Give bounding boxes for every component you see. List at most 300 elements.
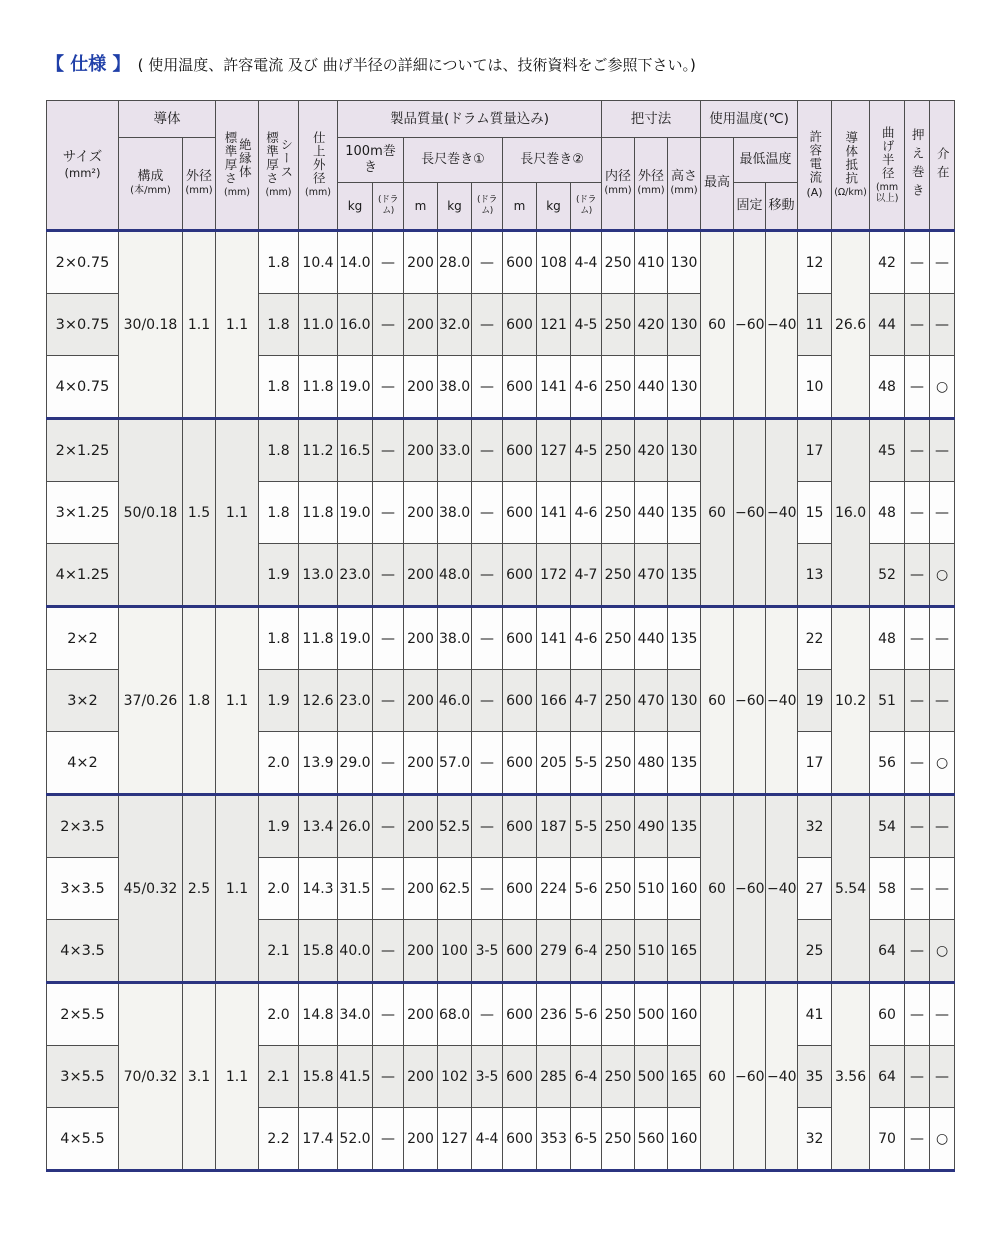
cell-long2-drum: 6-4: [571, 1046, 602, 1108]
cell-long2-kg: 141: [537, 356, 571, 419]
cell-long1-kg: 46.0: [438, 670, 472, 732]
cell-long2-kg: 141: [537, 482, 571, 544]
cell-long2-drum: 5-6: [571, 983, 602, 1046]
cell-bend-radius: 64: [870, 1046, 905, 1108]
cell-grip-id: 250: [602, 983, 635, 1046]
cell-long1-kg: 33.0: [438, 419, 472, 482]
cell-interposition: —: [930, 607, 955, 670]
cell-long2-m: 600: [503, 419, 537, 482]
cell-interposition: —: [930, 482, 955, 544]
cell-allowable-current: 11: [798, 294, 832, 356]
cell-long2-drum: 4-7: [571, 544, 602, 607]
cell-long1-drum: —: [472, 795, 503, 858]
cell-allowable-current: 19: [798, 670, 832, 732]
col-group-conductor: 導体: [119, 101, 216, 138]
cell-long1-m: 200: [404, 858, 438, 920]
cell-grip-od: 470: [635, 544, 668, 607]
cell-grip-od: 500: [635, 1046, 668, 1108]
cell-sheath: 1.8: [259, 294, 299, 356]
cell-long2-m: 600: [503, 1046, 537, 1108]
cell-bend-radius: 56: [870, 732, 905, 795]
cell-finished-od: 13.0: [299, 544, 338, 607]
cell-long2-drum: 4-7: [571, 670, 602, 732]
cell-bend-radius: 70: [870, 1108, 905, 1171]
cell-long1-drum: —: [472, 419, 503, 482]
cell-size: 2×3.5: [47, 795, 119, 858]
cell-long2-m: 600: [503, 231, 537, 294]
page-title: [46, 50, 995, 76]
cell-interposition: —: [930, 419, 955, 482]
cell-bend-radius: 44: [870, 294, 905, 356]
cell-grip-od: 420: [635, 419, 668, 482]
cell-grip-id: 250: [602, 544, 635, 607]
cell-composition: 37/0.26: [119, 607, 183, 795]
cell-temp-max: 60: [701, 795, 734, 983]
cell-long2-m: 600: [503, 670, 537, 732]
cell-long1-drum: —: [472, 294, 503, 356]
cell-long1-kg: 52.5: [438, 795, 472, 858]
cell-long2-kg: 224: [537, 858, 571, 920]
cell-grip-id: 250: [602, 419, 635, 482]
cell-presser-winding: —: [905, 356, 930, 419]
cell-w100-drum: —: [373, 795, 404, 858]
cell-long2-kg: 108: [537, 231, 571, 294]
cell-long2-m: 600: [503, 607, 537, 670]
cell-presser-winding: —: [905, 1046, 930, 1108]
cell-interposition: ○: [930, 356, 955, 419]
cell-long2-m: 600: [503, 858, 537, 920]
cell-interposition: —: [930, 858, 955, 920]
cell-long1-drum: —: [472, 607, 503, 670]
cell-size: 3×5.5: [47, 1046, 119, 1108]
spec-table-body: [47, 231, 955, 1171]
col-header-100m-drum: (ドラム): [373, 183, 404, 231]
cell-long1-m: 200: [404, 544, 438, 607]
cell-long2-drum: 4-5: [571, 419, 602, 482]
cell-size: 3×1.25: [47, 482, 119, 544]
cell-w100-kg: 26.0: [338, 795, 373, 858]
cell-finished-od: 11.8: [299, 482, 338, 544]
cell-finished-od: 10.4: [299, 231, 338, 294]
cell-sheath: 2.1: [259, 920, 299, 983]
col-header-long1-m: m: [404, 183, 438, 231]
cell-finished-od: 12.6: [299, 670, 338, 732]
cell-long1-m: 200: [404, 482, 438, 544]
cell-size: 4×1.25: [47, 544, 119, 607]
cell-grip-h: 135: [668, 607, 701, 670]
cell-finished-od: 15.8: [299, 920, 338, 983]
cell-size: 4×2: [47, 732, 119, 795]
cell-long1-m: 200: [404, 920, 438, 983]
cell-w100-drum: —: [373, 294, 404, 356]
cell-long1-drum: —: [472, 983, 503, 1046]
col-header-sheath-thickness: シース 標準厚さ (mm): [259, 101, 299, 231]
cell-long1-m: 200: [404, 356, 438, 419]
table-row: [47, 795, 955, 858]
cell-w100-drum: —: [373, 544, 404, 607]
cell-temp-fixed: −60: [734, 983, 766, 1171]
cell-grip-id: 250: [602, 670, 635, 732]
cell-grip-id: 250: [602, 231, 635, 294]
cell-sheath: 1.9: [259, 795, 299, 858]
cell-temp-moving: −40: [766, 419, 798, 607]
cell-grip-od: 510: [635, 920, 668, 983]
col-header-long1-drum: (ドラム): [472, 183, 503, 231]
cell-grip-id: 250: [602, 920, 635, 983]
cell-size: 4×3.5: [47, 920, 119, 983]
cell-long1-kg: 38.0: [438, 356, 472, 419]
cell-bend-radius: 42: [870, 231, 905, 294]
cell-long1-m: 200: [404, 419, 438, 482]
cell-w100-drum: —: [373, 858, 404, 920]
cell-composition: 45/0.32: [119, 795, 183, 983]
cell-grip-id: 250: [602, 607, 635, 670]
cell-long2-kg: 285: [537, 1046, 571, 1108]
cell-long2-kg: 172: [537, 544, 571, 607]
cell-long2-drum: 4-6: [571, 356, 602, 419]
cell-grip-id: 250: [602, 1108, 635, 1171]
cell-sheath: 1.8: [259, 419, 299, 482]
cell-composition: 70/0.32: [119, 983, 183, 1171]
spec-heading: 【 仕様 】: [46, 54, 131, 75]
cell-w100-drum: —: [373, 1108, 404, 1171]
cell-long2-m: 600: [503, 920, 537, 983]
cell-size: 4×5.5: [47, 1108, 119, 1171]
cell-long2-m: 600: [503, 983, 537, 1046]
cell-temp-fixed: −60: [734, 419, 766, 607]
cell-allowable-current: 15: [798, 482, 832, 544]
cell-long2-kg: 279: [537, 920, 571, 983]
cell-allowable-current: 32: [798, 795, 832, 858]
cell-temp-max: 60: [701, 419, 734, 607]
cell-temp-moving: −40: [766, 607, 798, 795]
cell-conductor-resistance: 10.2: [832, 607, 870, 795]
cell-presser-winding: —: [905, 544, 930, 607]
cell-long1-kg: 38.0: [438, 607, 472, 670]
cell-composition: 50/0.18: [119, 419, 183, 607]
cell-w100-kg: 16.5: [338, 419, 373, 482]
cell-finished-od: 11.8: [299, 356, 338, 419]
cell-bend-radius: 64: [870, 920, 905, 983]
cell-temp-max: 60: [701, 983, 734, 1171]
cell-finished-od: 14.3: [299, 858, 338, 920]
cell-interposition: ○: [930, 732, 955, 795]
cell-grip-id: 250: [602, 795, 635, 858]
cell-long2-drum: 4-6: [571, 482, 602, 544]
col-header-finished-od: 仕上外径 (mm): [299, 101, 338, 231]
cell-insulation-thickness: 1.1: [216, 795, 259, 983]
cell-size: 2×2: [47, 607, 119, 670]
cell-presser-winding: —: [905, 983, 930, 1046]
cell-grip-h: 135: [668, 795, 701, 858]
cell-long1-kg: 102: [438, 1046, 472, 1108]
cell-grip-od: 440: [635, 607, 668, 670]
col-header-interposition: 介在: [930, 101, 955, 231]
cell-allowable-current: 17: [798, 732, 832, 795]
cell-w100-drum: —: [373, 1046, 404, 1108]
cell-grip-od: 470: [635, 670, 668, 732]
cell-finished-od: 17.4: [299, 1108, 338, 1171]
cell-interposition: —: [930, 983, 955, 1046]
cell-long1-kg: 38.0: [438, 482, 472, 544]
cell-w100-kg: 16.0: [338, 294, 373, 356]
cell-sheath: 1.8: [259, 482, 299, 544]
col-header-size: サイズ (mm²): [47, 101, 119, 231]
spec-table-header: [47, 101, 955, 231]
cell-w100-kg: 40.0: [338, 920, 373, 983]
cell-w100-kg: 14.0: [338, 231, 373, 294]
cell-size: 4×0.75: [47, 356, 119, 419]
cell-grip-h: 130: [668, 670, 701, 732]
cell-long1-kg: 48.0: [438, 544, 472, 607]
cell-sheath: 2.2: [259, 1108, 299, 1171]
cell-finished-od: 14.8: [299, 983, 338, 1046]
cell-allowable-current: 12: [798, 231, 832, 294]
cell-long1-m: 200: [404, 294, 438, 356]
cell-presser-winding: —: [905, 294, 930, 356]
cell-size: 2×0.75: [47, 231, 119, 294]
table-row: [47, 419, 955, 482]
cell-bend-radius: 54: [870, 795, 905, 858]
cell-allowable-current: 17: [798, 419, 832, 482]
cell-w100-drum: —: [373, 983, 404, 1046]
col-header-allowable-current: 許容電流 (A): [798, 101, 832, 231]
cell-grip-h: 165: [668, 920, 701, 983]
cell-grip-od: 410: [635, 231, 668, 294]
cell-w100-kg: 19.0: [338, 356, 373, 419]
cell-w100-kg: 52.0: [338, 1108, 373, 1171]
cell-conductor-od: 1.8: [183, 607, 216, 795]
cell-sheath: 2.0: [259, 983, 299, 1046]
cell-grip-od: 490: [635, 795, 668, 858]
col-group-temp-min: 最低温度: [734, 138, 798, 183]
cell-long2-kg: 141: [537, 607, 571, 670]
cell-long2-kg: 127: [537, 419, 571, 482]
cell-finished-od: 13.9: [299, 732, 338, 795]
cell-long1-kg: 68.0: [438, 983, 472, 1046]
cell-long2-drum: 6-4: [571, 920, 602, 983]
cell-long2-m: 600: [503, 732, 537, 795]
col-header-temp-moving: 移動: [766, 183, 798, 231]
cell-interposition: —: [930, 231, 955, 294]
col-group-product-weight: 製品質量(ドラム質量込み): [338, 101, 602, 138]
col-header-grip-od: 外径 (mm): [635, 138, 668, 231]
cell-grip-h: 135: [668, 732, 701, 795]
cell-long1-kg: 127: [438, 1108, 472, 1171]
col-header-grip-id: 内径 (mm): [602, 138, 635, 231]
cell-long2-drum: 6-5: [571, 1108, 602, 1171]
cell-long1-kg: 32.0: [438, 294, 472, 356]
cell-long2-kg: 187: [537, 795, 571, 858]
col-header-conductor-od: 外径 (mm): [183, 138, 216, 231]
cell-w100-drum: —: [373, 920, 404, 983]
cell-temp-fixed: −60: [734, 795, 766, 983]
cell-long1-drum: —: [472, 544, 503, 607]
col-header-long2-m: m: [503, 183, 537, 231]
cell-temp-max: 60: [701, 607, 734, 795]
cell-size: 2×1.25: [47, 419, 119, 482]
cell-long1-drum: —: [472, 732, 503, 795]
cell-sheath: 1.9: [259, 670, 299, 732]
cell-long2-drum: 5-5: [571, 795, 602, 858]
col-group-grip-dimensions: 把寸法: [602, 101, 701, 138]
cell-grip-id: 250: [602, 732, 635, 795]
cell-grip-od: 440: [635, 482, 668, 544]
cell-long2-m: 600: [503, 482, 537, 544]
cell-insulation-thickness: 1.1: [216, 983, 259, 1171]
cell-conductor-od: 1.1: [183, 231, 216, 419]
cell-conductor-od: 3.1: [183, 983, 216, 1171]
cell-sheath: 2.0: [259, 732, 299, 795]
cell-grip-h: 130: [668, 419, 701, 482]
cell-presser-winding: —: [905, 670, 930, 732]
col-group-operating-temp: 使用温度(℃): [701, 101, 798, 138]
cell-w100-drum: —: [373, 670, 404, 732]
cell-long2-drum: 5-6: [571, 858, 602, 920]
cell-long1-m: 200: [404, 1046, 438, 1108]
cell-w100-drum: —: [373, 231, 404, 294]
cell-conductor-resistance: 3.56: [832, 983, 870, 1171]
cell-long1-m: 200: [404, 607, 438, 670]
cell-w100-drum: —: [373, 419, 404, 482]
col-group-long-winding-1: 長尺巻き①: [404, 138, 503, 183]
cell-presser-winding: —: [905, 920, 930, 983]
cell-long2-m: 600: [503, 356, 537, 419]
cell-temp-moving: −40: [766, 231, 798, 419]
col-header-long2-drum: (ドラム): [571, 183, 602, 231]
cell-bend-radius: 48: [870, 607, 905, 670]
cell-sheath: 1.9: [259, 544, 299, 607]
cell-presser-winding: —: [905, 482, 930, 544]
cell-long1-m: 200: [404, 795, 438, 858]
cell-long1-kg: 57.0: [438, 732, 472, 795]
col-header-100m-kg: kg: [338, 183, 373, 231]
cell-long1-m: 200: [404, 1108, 438, 1171]
cell-long1-drum: —: [472, 670, 503, 732]
cell-grip-od: 440: [635, 356, 668, 419]
cell-long2-kg: 121: [537, 294, 571, 356]
spec-heading-note: ( 使用温度、許容電流 及び 曲げ半径の詳細については、技術資料をご参照下さい。): [137, 56, 696, 74]
cell-insulation-thickness: 1.1: [216, 231, 259, 419]
cell-long2-drum: 5-5: [571, 732, 602, 795]
cell-grip-id: 250: [602, 356, 635, 419]
cell-finished-od: 11.2: [299, 419, 338, 482]
cell-long1-drum: 3-5: [472, 1046, 503, 1108]
cell-long2-drum: 4-5: [571, 294, 602, 356]
cell-sheath: 1.8: [259, 356, 299, 419]
col-header-long2-kg: kg: [537, 183, 571, 231]
cell-size: 2×5.5: [47, 983, 119, 1046]
cell-conductor-resistance: 26.6: [832, 231, 870, 419]
spec-table: [46, 100, 955, 1172]
cell-allowable-current: 13: [798, 544, 832, 607]
col-header-presser-winding: 押え巻き: [905, 101, 930, 231]
cell-interposition: —: [930, 795, 955, 858]
cell-allowable-current: 35: [798, 1046, 832, 1108]
cell-grip-id: 250: [602, 294, 635, 356]
cell-allowable-current: 27: [798, 858, 832, 920]
cell-insulation-thickness: 1.1: [216, 607, 259, 795]
cell-finished-od: 15.8: [299, 1046, 338, 1108]
table-row: [47, 607, 955, 670]
cell-finished-od: 13.4: [299, 795, 338, 858]
cell-long1-drum: 4-4: [472, 1108, 503, 1171]
cell-interposition: —: [930, 1046, 955, 1108]
cell-long1-m: 200: [404, 732, 438, 795]
cell-sheath: 2.0: [259, 858, 299, 920]
cell-grip-id: 250: [602, 858, 635, 920]
cell-presser-winding: —: [905, 231, 930, 294]
cell-interposition: —: [930, 670, 955, 732]
cell-long2-m: 600: [503, 1108, 537, 1171]
cell-bend-radius: 60: [870, 983, 905, 1046]
cell-w100-kg: 31.5: [338, 858, 373, 920]
col-header-bend-radius: 曲げ半径 (mm 以上): [870, 101, 905, 231]
cell-bend-radius: 58: [870, 858, 905, 920]
cell-grip-h: 135: [668, 482, 701, 544]
cell-grip-id: 250: [602, 1046, 635, 1108]
col-header-long1-kg: kg: [438, 183, 472, 231]
cell-grip-od: 420: [635, 294, 668, 356]
cell-grip-h: 135: [668, 544, 701, 607]
cell-long1-drum: —: [472, 231, 503, 294]
cell-long1-drum: 3-5: [472, 920, 503, 983]
cell-allowable-current: 10: [798, 356, 832, 419]
cell-long1-drum: —: [472, 356, 503, 419]
cell-interposition: ○: [930, 920, 955, 983]
table-row: [47, 983, 955, 1046]
cell-long1-drum: —: [472, 858, 503, 920]
cell-grip-h: 160: [668, 1108, 701, 1171]
table-row: [47, 231, 955, 294]
cell-sheath: 1.8: [259, 231, 299, 294]
cell-grip-h: 165: [668, 1046, 701, 1108]
cell-temp-fixed: −60: [734, 231, 766, 419]
cell-size: 3×3.5: [47, 858, 119, 920]
cell-temp-max: 60: [701, 231, 734, 419]
cell-presser-winding: —: [905, 1108, 930, 1171]
cell-long2-drum: 4-4: [571, 231, 602, 294]
cell-grip-h: 160: [668, 858, 701, 920]
cell-finished-od: 11.8: [299, 607, 338, 670]
col-group-100m-winding: 100m巻き: [338, 138, 404, 183]
cell-long2-kg: 353: [537, 1108, 571, 1171]
cell-grip-od: 560: [635, 1108, 668, 1171]
cell-interposition: —: [930, 294, 955, 356]
cell-conductor-resistance: 16.0: [832, 419, 870, 607]
cell-long1-kg: 62.5: [438, 858, 472, 920]
cell-bend-radius: 48: [870, 356, 905, 419]
cell-long1-m: 200: [404, 983, 438, 1046]
col-group-long-winding-2: 長尺巻き②: [503, 138, 602, 183]
cell-grip-h: 130: [668, 231, 701, 294]
cell-grip-od: 510: [635, 858, 668, 920]
cell-grip-od: 480: [635, 732, 668, 795]
cell-w100-kg: 41.5: [338, 1046, 373, 1108]
cell-grip-h: 130: [668, 294, 701, 356]
cell-w100-kg: 23.0: [338, 544, 373, 607]
cell-long2-m: 600: [503, 795, 537, 858]
cell-allowable-current: 41: [798, 983, 832, 1046]
cell-grip-id: 250: [602, 482, 635, 544]
cell-presser-winding: —: [905, 732, 930, 795]
cell-long1-m: 200: [404, 670, 438, 732]
cell-bend-radius: 52: [870, 544, 905, 607]
cell-long2-m: 600: [503, 544, 537, 607]
cell-size: 3×2: [47, 670, 119, 732]
cell-grip-h: 130: [668, 356, 701, 419]
cell-w100-kg: 19.0: [338, 607, 373, 670]
